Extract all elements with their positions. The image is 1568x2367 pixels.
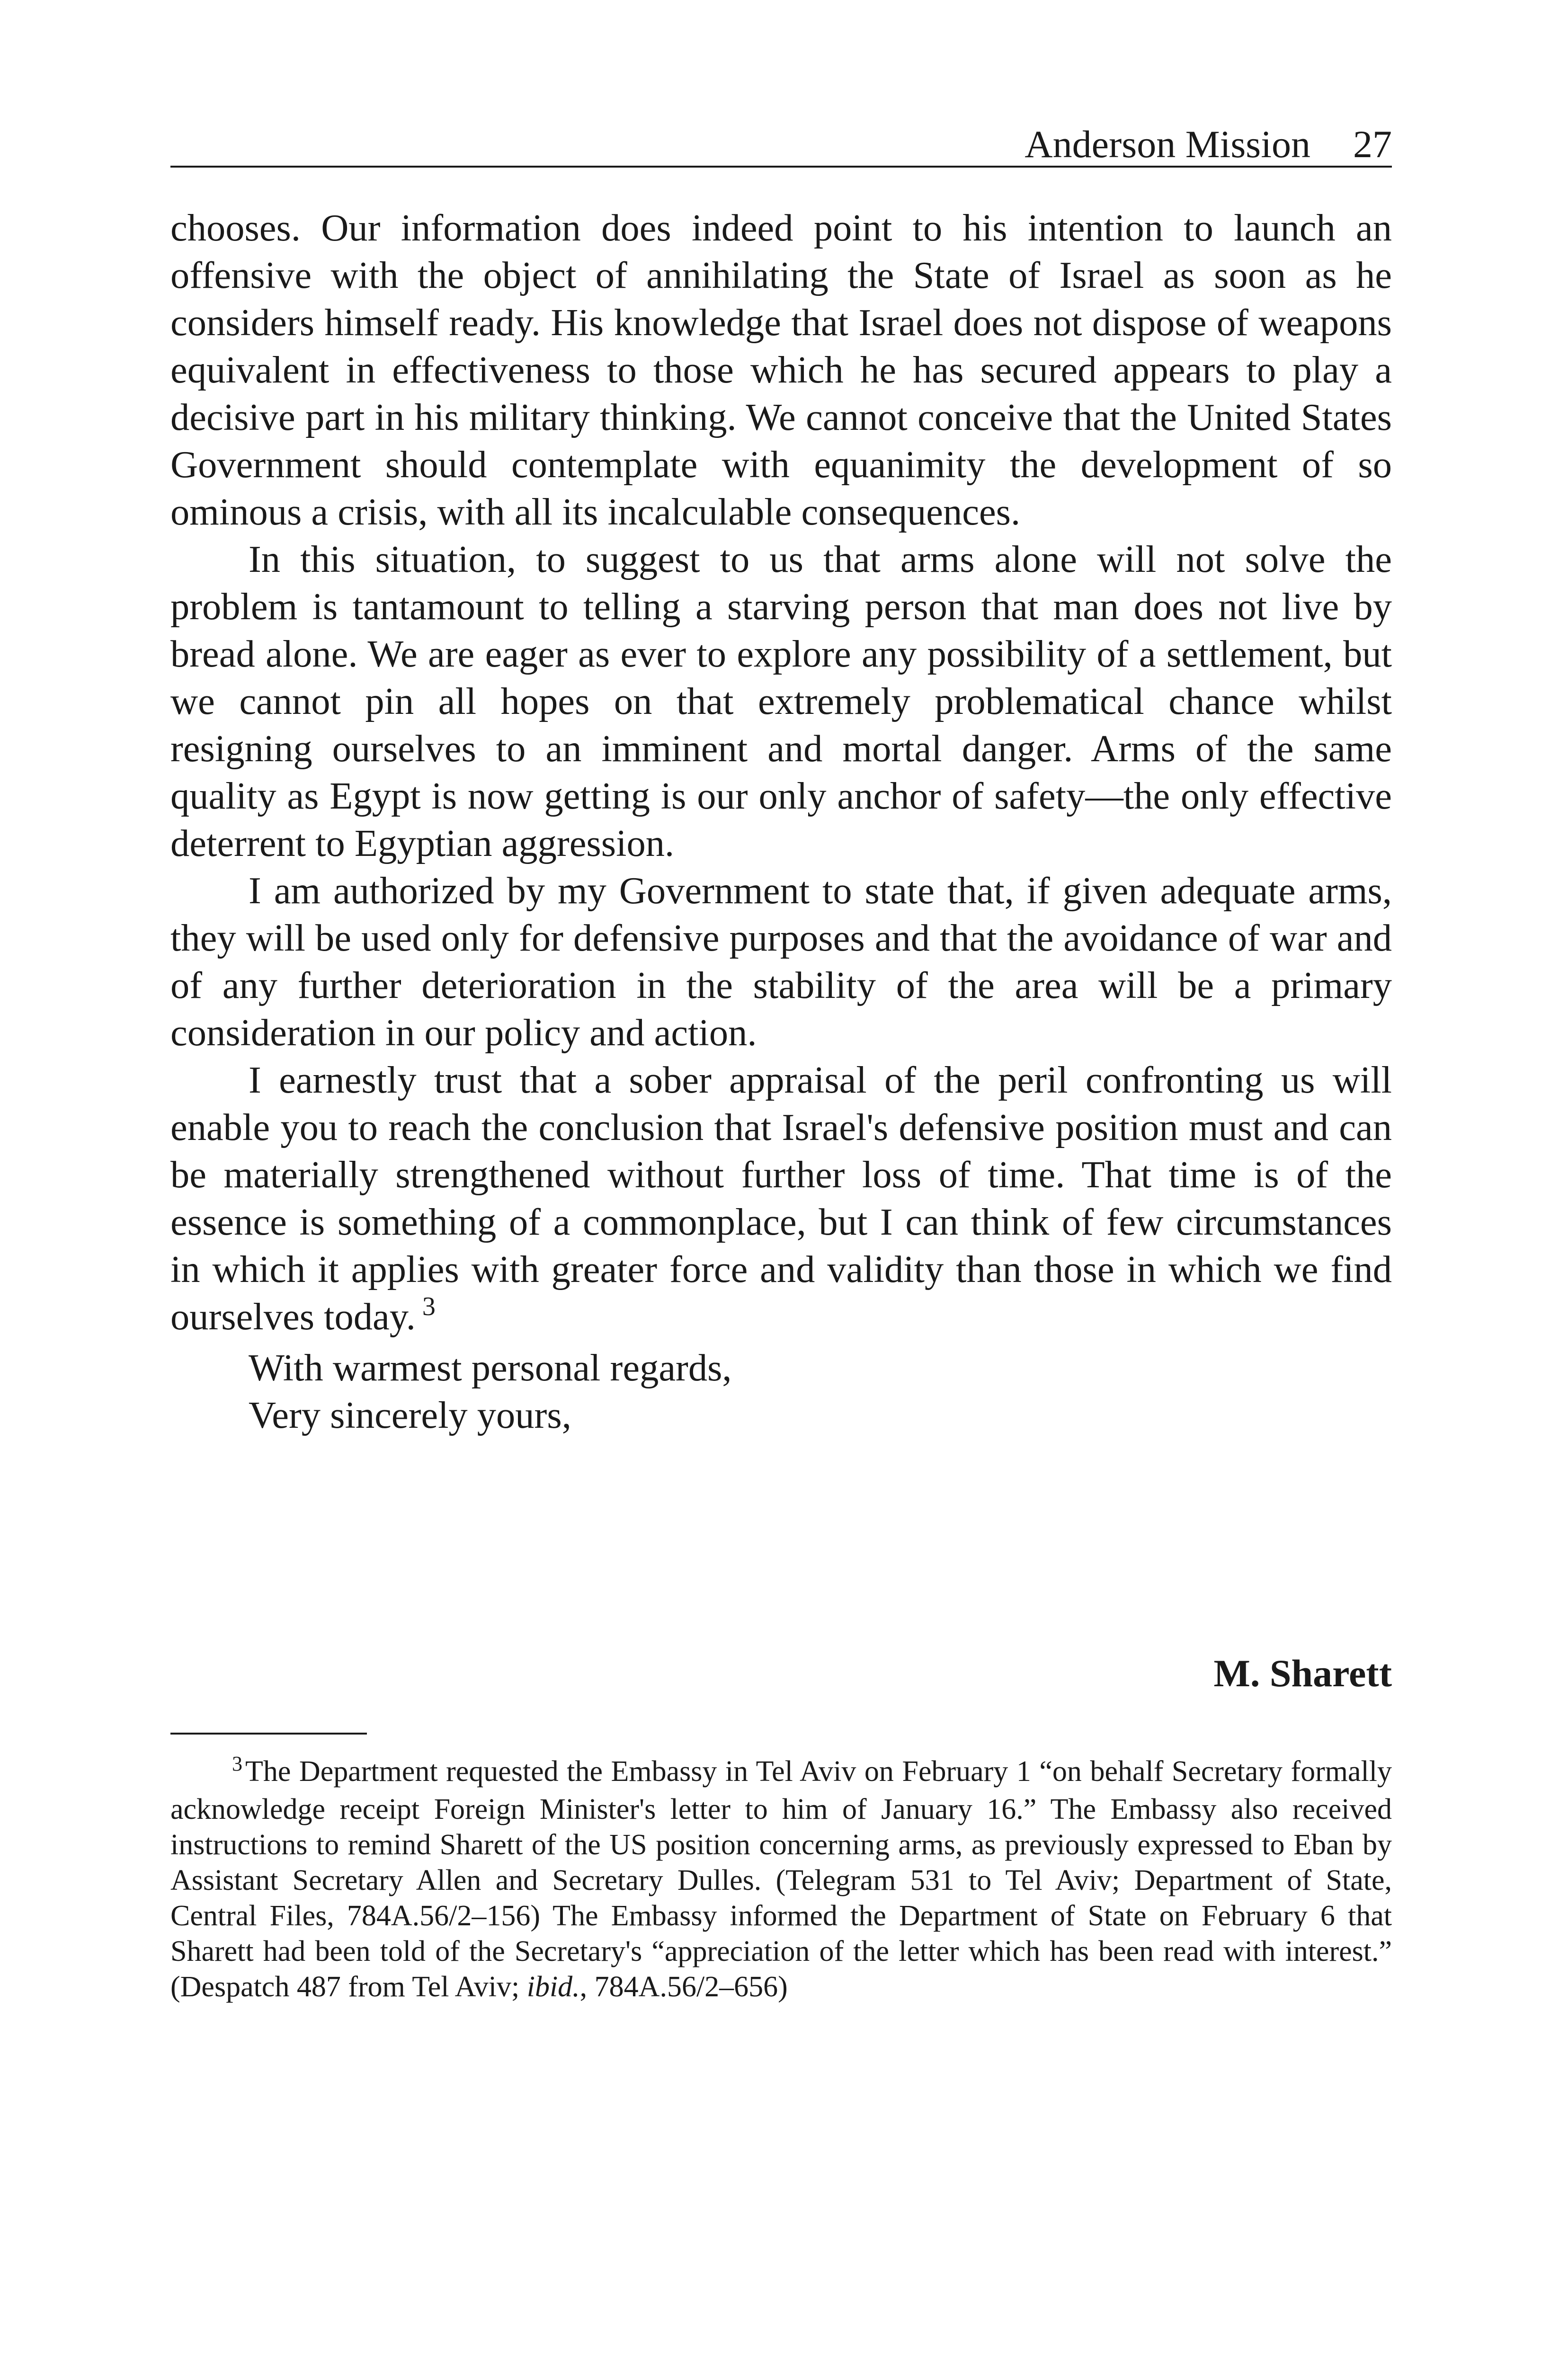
page-number: 27 (1353, 123, 1392, 166)
footnote-marker: 3 (232, 1752, 242, 1775)
paragraph-1: chooses. Our information does indeed point to his intention to launch an offensive with the object of annihilating the State of Israel as soon as he considers himself ready. His knowledge that Israel does not dispose of weapons equivalent in effectiveness to those which he has secured appears to play a decisive part in his military thinking. We cannot conceive that the United States Government should contemplate with equanimity the development of so ominous a crisis, with all its incalculable consequences. (170, 207, 1392, 533)
paragraph-4-text: I earnestly trust that a sober appraisal of the peril confronting us will enable you to reach the conclusion that Israel's defensive position must and can be materially strengthened without further loss of time. That time is of the essence is something of a commonplace, but I can think of few circumstances in which it applies with greater force and validity than those in which we find ourselves today. (170, 1059, 1392, 1338)
footnote-text: The Department requested the Embassy in Tel Aviv on February 1 “on behalf Secretary formally acknowledge receipt Foreign Minister's letter to him of January 16.” The Embassy also received instructions to remind Sharett of the US position concerning arms, as previously expressed to Eban by Assistant Secretary Allen and Secretary Dulles. (Telegram 531 to Tel Aviv; Department of State, Central Files, 784A.56/2–156) The Embassy informed the Department of State on February 6 that Sharett had been told of the Secretary's “appreciation of the letter which has been read with interest.” (Despatch 487 from Tel Aviv; (170, 1755, 1392, 2003)
paragraph-4 (170, 1057, 1392, 1344)
footnote-ibid: ibid. (526, 1971, 580, 2003)
running-head (170, 121, 1392, 168)
header-rule (170, 166, 1392, 168)
running-head-title: Anderson Mission (1025, 123, 1310, 166)
footnote-reference: 3 (422, 1292, 436, 1321)
paragraph-3: I am authorized by my Government to state that, if given adequate arms, they will be used only for defensive purposes and that the avoidance of war and of any further deterioration in the stability of the area will be a primary consideration in our policy and action. (170, 870, 1392, 1054)
footnote (170, 1754, 1392, 2005)
paragraph-2: In this situation, to suggest to us that arms alone will not solve the problem is tantamount to telling a starving person that man does not live by bread alone. We are eager as ever to explore any possibility of a settlement, but we cannot pin all hopes on that extremely problematical chance whilst resigning ourselves to an imminent and mortal danger. Arms of the same quality as Egypt is now getting is our only anchor of safety—the only effective deterrent to Egyptian aggression. (170, 538, 1392, 864)
letter-body (170, 205, 1392, 1439)
closing-salutation: With warmest personal regards, (249, 1347, 732, 1389)
closing-valediction: Very sincerely yours, (249, 1394, 571, 1436)
footnote-rule (170, 1733, 367, 1735)
signature: M. Sharett (1213, 1652, 1392, 1695)
footnote-text-end: , 784A.56/2–656) (579, 1971, 788, 2003)
